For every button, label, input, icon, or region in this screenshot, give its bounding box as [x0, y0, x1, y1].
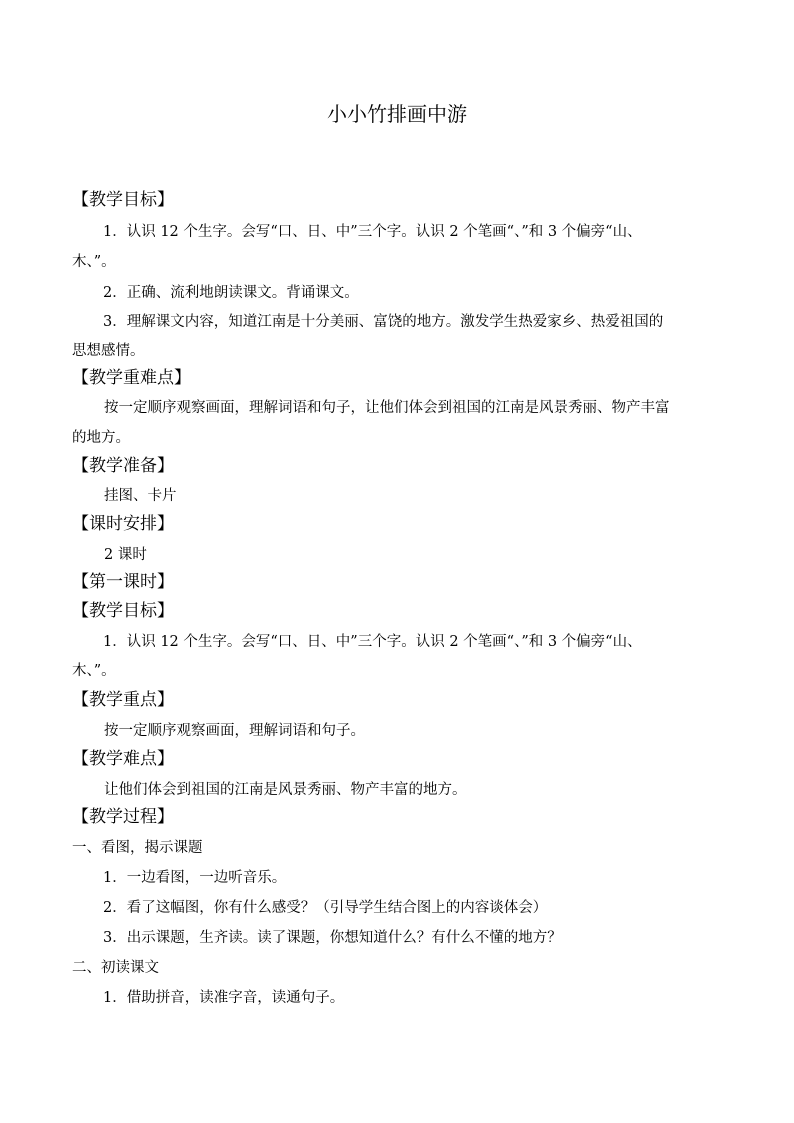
heading-teaching-goals-2: 【教学目标】: [72, 601, 174, 621]
heading-key-points: 【教学重点】: [72, 690, 174, 710]
key-difficult-line-1: 按一定顺序观察画面，理解词语和句子，让他们体会到祖国的江南是风景秀丽、物产丰富: [104, 400, 670, 416]
key-points-text: 按一定顺序观察画面，理解词语和句子。: [104, 723, 365, 739]
goal-3-line-2: 思想感情。: [72, 343, 145, 359]
goals2-line-1: 1．认识 12 个生字。会写“口、日、中”三个字。认识 2 个笔画“、”和 3 个偏旁“山、: [103, 634, 642, 650]
preparation-text: 挂图、卡片: [104, 488, 177, 504]
step-1-title: 一、看图，揭示课题: [72, 840, 203, 856]
heading-difficult-points: 【教学难点】: [72, 749, 174, 769]
step-1-item-1: 1．一边看图，一边听音乐。: [103, 870, 287, 886]
step-1-item-3: 3．出示课题，生齐读。读了课题，你想知道什么？有什么不懂的地方？: [103, 930, 562, 946]
heading-first-lesson: 【第一课时】: [72, 572, 174, 592]
goal-3-line-1: 3．理解课文内容，知道江南是十分美丽、富饶的地方。激发学生热爱家乡、热爱祖国的: [103, 314, 664, 330]
goal-2: 2．正确、流利地朗读课文。背诵课文。: [103, 285, 359, 301]
key-difficult-line-2: 的地方。: [72, 430, 130, 446]
goals2-line-2: 木、”。: [72, 663, 116, 679]
goal-1-line-1: 1．认识 12 个生字。会写“口、日、中”三个字。认识 2 个笔画“、”和 3 个偏旁“山、: [103, 224, 642, 240]
heading-preparation: 【教学准备】: [72, 456, 174, 476]
page-title: 小小竹排画中游: [327, 102, 467, 126]
goal-1-line-2: 木、”。: [72, 254, 116, 270]
heading-key-difficult-points: 【教学重难点】: [72, 368, 191, 388]
difficult-points-text: 让他们体会到祖国的江南是风景秀丽、物产丰富的地方。: [104, 782, 467, 798]
step-2-title: 二、初读课文: [72, 960, 159, 976]
step-2-item-1: 1．借助拼音，读准字音，读通句子。: [103, 990, 345, 1006]
heading-teaching-process: 【教学过程】: [72, 807, 174, 827]
step-1-item-2: 2．看了这幅图，你有什么感受？（引导学生结合图上的内容谈体会）: [103, 900, 548, 916]
schedule-text: 2 课时: [104, 547, 147, 563]
heading-schedule: 【课时安排】: [72, 514, 174, 534]
heading-teaching-goals: 【教学目标】: [72, 190, 174, 210]
